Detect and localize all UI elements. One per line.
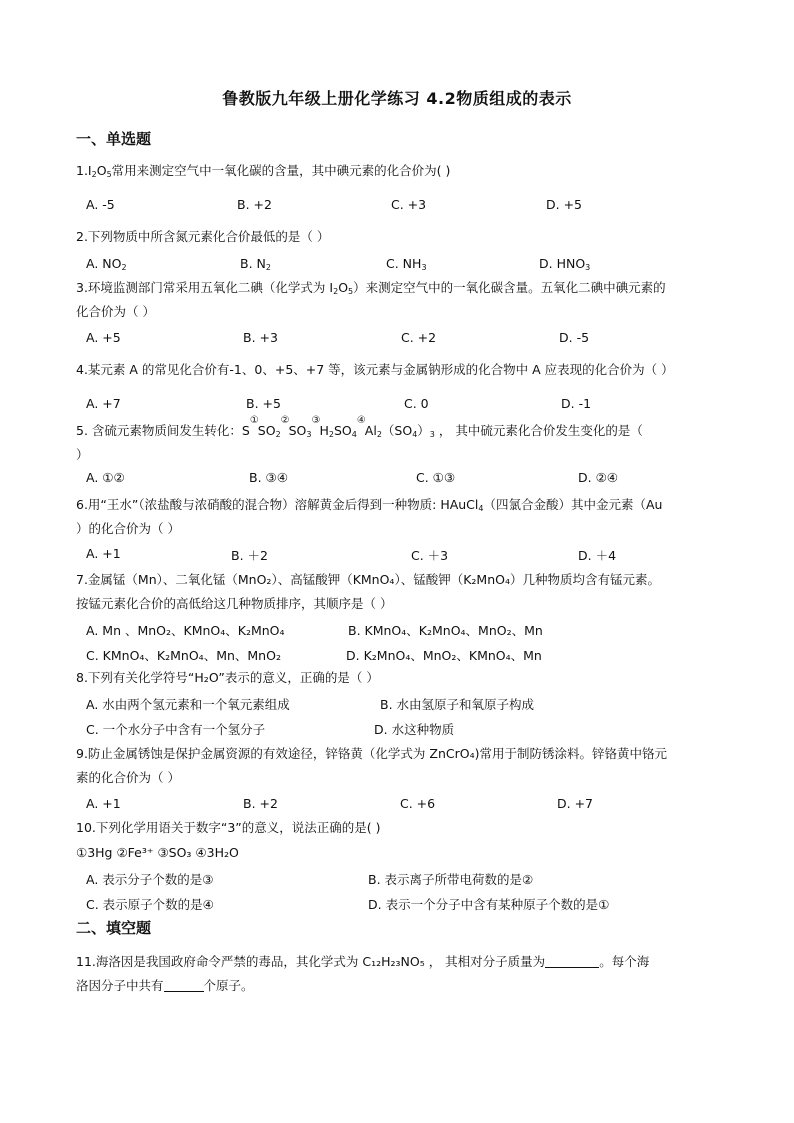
option-d[interactable]: D. K₂MnO₄、MnO₂、KMnO₄、Mn [346,648,542,663]
reaction-arrow-4: ④ [356,415,366,426]
option-a[interactable]: A. +1 [86,546,121,561]
question-4: 4.某元素 A 的常见化合价有-1、0、+5、+7 等，该元素与金属钠形成的化合物中 A 应表现的化合价为（ ） [76,362,674,377]
option-c[interactable]: C. 表示原子个数的是④ [86,897,214,912]
question-2: 2.下列物质中所含氮元素化合价最低的是（ ） [76,229,330,244]
option-b[interactable]: B. +2 [237,197,272,212]
answer-blank-2[interactable] [164,977,204,992]
question-7: 7.金属锰（Mn）、二氧化锰（MnO₂）、高锰酸钾（KMnO₄）、锰酸钾（K₂MnO₄）几种物质均含有锰元素。 按锰元素化合价的高低给这几种物质排序，其顺序是（ ） [76,572,660,611]
question-10-items: ①3Hg ②Fe³⁺ ③SO₃ ④3H₂O [76,845,239,860]
option-b[interactable]: B. ③④ [249,470,288,485]
option-c[interactable]: C. KMnO₄、K₂MnO₄、Mn、MnO₂ [86,648,281,663]
question-5: 5. 含硫元素物质间发生转化：S ① $SO_2$ ② $SO_3$ ③ $H_2SO_4$ ④ $Al_2(SO_4)_3$ ， 其中硫元素化合价发生变化的是（ ） [76,415,643,462]
option-d[interactable]: D. -5 [559,330,590,345]
option-a[interactable]: A. ①② [86,470,125,485]
question-3: 3.环境监测部门常采用五氧化二碘（化学式为 $I_2O_5$）来测定空气中的一氧化碳含量。五氧化二碘中碘元素的 化合价为（ ） [76,280,666,319]
option-a[interactable]: A. 水由两个氢元素和一个氧元素组成 [86,697,290,712]
section-heading-fill-in: 二、填空题 [76,919,152,937]
option-b[interactable]: B. 水由氢原子和氧原子构成 [380,697,535,712]
option-b[interactable]: B. +3 [243,330,278,345]
question-8-options-row2 [86,720,726,740]
question-10: 10.下列化学用语关于数字“3”的意义，说法正确的是( ) [76,820,381,835]
section-heading-single-choice: 一、单选题 [76,130,152,148]
option-c[interactable]: C. $NH_3$ [386,256,427,272]
answer-blank-1[interactable] [545,953,599,968]
reaction-arrow-1: ① [249,415,259,426]
option-c[interactable]: C. 0 [404,396,429,411]
question-2-options [86,256,726,276]
option-a[interactable]: A. 表示分子个数的是③ [86,872,214,887]
option-c[interactable]: C. ＋3 [411,548,449,563]
question-10-options-row2 [86,895,726,915]
question-1: $1.I_2O_5$常用来测定空气中一氧化碳的含量，其中碘元素的化合价为( ) [76,163,451,179]
option-d[interactable]: D. ＋4 [578,548,617,563]
question-9-options [86,796,726,816]
question-11: 11.海洛因是我国政府命令严禁的毒品，其化学式为 C₁₂H₂₃NO₅ ， 其相对分子质量为 。每个海 洛因分子中共有 个原子。 [76,954,650,993]
question-9: 9.防止金属锈蚀是保护金属资源的有效途径，锌铬黄（化学式为 ZnCrO₄)常用于制防锈涂料。锌铬黄中铬元 素的化合价为（ ） [76,746,667,785]
option-a[interactable]: A. Mn 、MnO₂、KMnO₄、K₂MnO₄ [86,623,285,638]
option-a[interactable]: A. +5 [86,330,121,345]
question-8: 8.下列有关化学符号“H₂O”表示的意义，正确的是（ ） [76,670,379,685]
question-3-options [86,330,726,350]
question-7-options-row1 [86,621,726,641]
question-7-options-row2 [86,646,726,666]
option-d[interactable]: D. +5 [546,197,582,212]
option-d[interactable]: D. -1 [561,396,592,411]
option-d[interactable]: D. +7 [557,796,593,811]
question-1-options [86,197,726,217]
option-b[interactable]: B. ＋2 [231,548,268,563]
option-d[interactable]: D. 表示一个分子中含有某种原子个数的是① [368,897,610,912]
option-b[interactable]: B. $N_2$ [240,256,271,272]
page-title: 鲁教版九年级上册化学练习 4.2物质组成的表示 [222,89,572,108]
option-a[interactable]: A. +1 [86,796,121,811]
option-a[interactable]: A. -5 [86,197,115,212]
reaction-arrow-2: ② [280,415,290,426]
question-8-options-row1 [86,695,726,715]
option-c[interactable]: C. +6 [400,796,436,811]
option-c[interactable]: C. +2 [401,330,437,345]
option-d[interactable]: D. ②④ [578,470,618,485]
option-a[interactable]: A. +7 [86,396,121,411]
option-b[interactable]: B. +5 [246,396,281,411]
question-5-options [86,470,726,490]
option-b[interactable]: B. 表示离子所带电荷数的是② [368,872,534,887]
option-c[interactable]: C. ①③ [416,470,456,485]
option-d[interactable]: D. $HNO_3$ [539,256,591,272]
question-6-options [86,546,726,566]
option-b[interactable]: B. +2 [243,796,278,811]
question-10-options-row1 [86,870,726,890]
reaction-arrow-3: ③ [311,415,321,426]
question-4-options [86,396,726,416]
option-d[interactable]: D. 水这种物质 [374,722,455,737]
option-c[interactable]: C. 一个水分子中含有一个氢分子 [86,722,266,737]
question-6: 6.用“王水”（浓盐酸与浓硝酸的混合物）溶解黄金后得到一种物质: HAuCl$_4$（四氯合金酸）其中金元素（Au ）的化合价为（ ） [76,497,663,536]
option-a[interactable]: A. $NO_2$ [86,256,127,272]
option-b[interactable]: B. KMnO₄、K₂MnO₄、MnO₂、Mn [348,623,543,638]
option-c[interactable]: C. +3 [391,197,427,212]
